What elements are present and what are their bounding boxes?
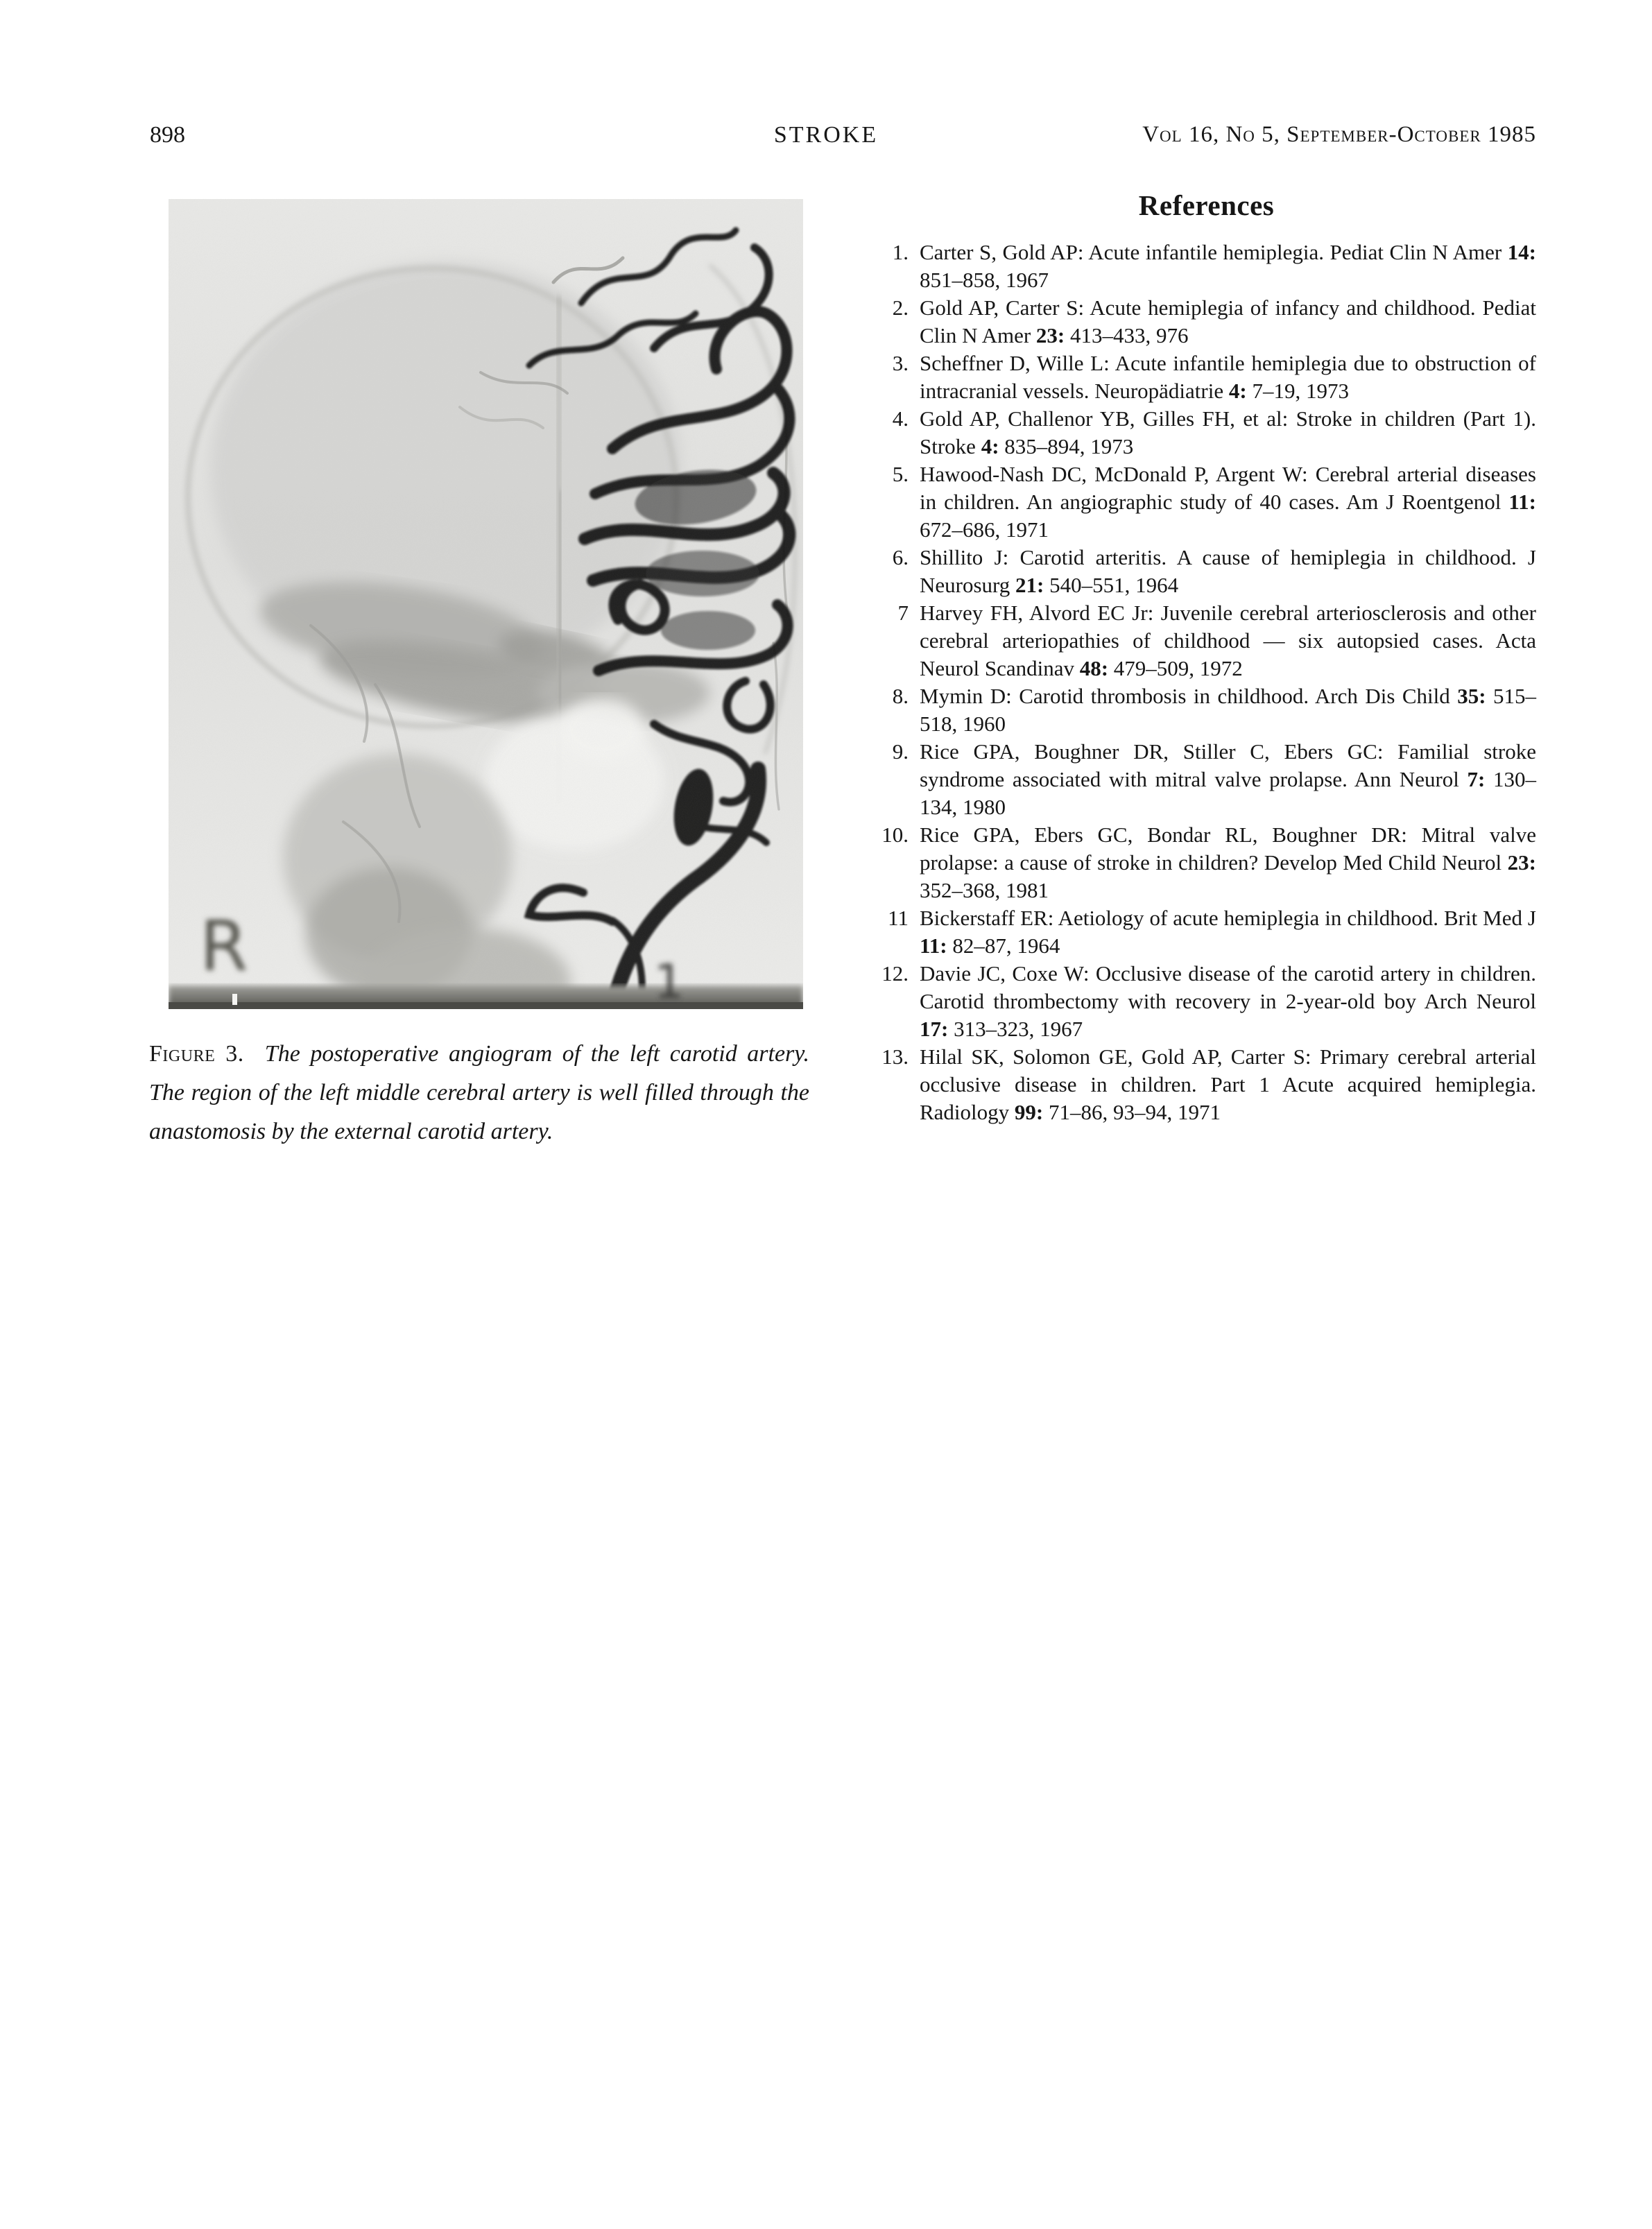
reference-text: Hilal SK, Solomon GE, Gold AP, Carter S: Primary cerebral arterial occlusive disease in children. Part 1 Acute acquired hemiplegia. Radiology 99: 71–86, 93–94, 1971 [920, 1044, 1536, 1124]
reference-item [877, 599, 1536, 682]
reference-text: Hawood-Nash DC, McDonald P, Argent W: Cerebral arterial diseases in children. An angiographic study of 40 cases. Am J Roentgenol 11: 672–686, 1971 [920, 462, 1536, 542]
reference-item [877, 239, 1536, 294]
reference-item [877, 350, 1536, 405]
reference-text: Scheffner D, Wille L: Acute infantile hemiplegia due to obstruction of intracranial vessels. Neuropädiatrie 4: 7–19, 1973 [920, 351, 1536, 403]
figure-caption-text: The postoperative angiogram of the left carotid artery. The region of the left middle cerebral artery is well filled through the anastomosis by the external carotid artery. [149, 1041, 809, 1144]
reference-volume: 11: [920, 933, 947, 958]
figure-3 [169, 199, 803, 1009]
reference-text: Bickerstaff ER: Aetiology of acute hemiplegia in childhood. Brit Med J 11: 82–87, 1964 [920, 906, 1536, 958]
reference-item [877, 405, 1536, 461]
reference-volume: 7: [1467, 767, 1486, 791]
figure-caption [149, 1035, 809, 1151]
reference-text: Rice GPA, Boughner DR, Stiller C, Ebers GC: Familial stroke syndrome associated with mitral valve prolapse. Ann Neurol 7: 130–134, 1980 [920, 739, 1536, 819]
reference-volume: 21: [1015, 573, 1044, 597]
reference-text: Davie JC, Coxe W: Occlusive disease of the carotid artery in children. Carotid thrombectomy with recovery in 2-year-old boy Arch Neurol 17: 313–323, 1967 [920, 961, 1536, 1041]
reference-volume: 35: [1457, 684, 1486, 708]
film-grain [169, 199, 803, 1009]
film-edge-tick [232, 994, 237, 1005]
reference-volume: 48: [1079, 656, 1109, 680]
carotid-angiogram-xray [169, 199, 803, 1009]
references-section [877, 189, 1536, 1126]
references-heading: References [1138, 189, 1275, 221]
references-list [877, 239, 1536, 1126]
reference-volume: 23: [1035, 323, 1065, 347]
reference-item [877, 1043, 1536, 1126]
reference-item [877, 904, 1536, 960]
reference-number: 1. [892, 240, 909, 264]
reference-number: 5. [892, 462, 909, 486]
sequence-marker: 1 [654, 955, 685, 1009]
reference-volume: 23: [1507, 850, 1536, 875]
reference-number: 6. [892, 545, 909, 569]
reference-number: 7 [897, 601, 909, 625]
film-edge-dark [169, 1002, 803, 1009]
running-head [0, 122, 1652, 153]
reference-volume: 4: [1228, 379, 1247, 403]
reference-item [877, 960, 1536, 1043]
right-side-marker: R [200, 906, 248, 987]
reference-text: Gold AP, Challenor YB, Gilles FH, et al: Stroke in children (Part 1). Stroke 4: 835–894, 1973 [920, 406, 1536, 458]
reference-text: Harvey FH, Alvord EC Jr: Juvenile cerebral arteriosclerosis and other cerebral arteriopathies of childhood — six autopsied cases. Acta Neurol Scandinav 48: 479–509, 1972 [920, 601, 1536, 680]
issue-info: Vol 16, No 5, September-October 1985 [1142, 122, 1536, 147]
journal-title: STROKE [773, 122, 879, 148]
reference-volume: 4: [981, 434, 999, 458]
reference-volume: 99: [1014, 1100, 1044, 1124]
reference-number: 11 [888, 906, 909, 930]
reference-item [877, 682, 1536, 738]
reference-number: 2. [892, 295, 909, 320]
reference-volume: 11: [1508, 490, 1536, 514]
figure-caption-label: Figure 3. [149, 1041, 244, 1067]
reference-text: Carter S, Gold AP: Acute infantile hemiplegia. Pediat Clin N Amer 14: 851–858, 1967 [920, 240, 1536, 292]
reference-item [877, 544, 1536, 599]
page-number: 898 [150, 122, 185, 148]
reference-item [877, 821, 1536, 904]
reference-text: Gold AP, Carter S: Acute hemiplegia of infancy and childhood. Pediat Clin N Amer 23: 413–433, 976 [920, 295, 1536, 347]
reference-number: 10. [881, 823, 909, 847]
reference-number: 4. [892, 406, 909, 431]
reference-text: Shillito J: Carotid arteritis. A cause of hemiplegia in childhood. J Neurosurg 21: 540–551, 1964 [920, 545, 1536, 597]
reference-volume: 14: [1507, 240, 1536, 264]
reference-text: Mymin D: Carotid thrombosis in childhood. Arch Dis Child 35: 515–518, 1960 [920, 684, 1536, 736]
reference-item [877, 738, 1536, 821]
reference-number: 8. [892, 684, 909, 708]
reference-text: Rice GPA, Ebers GC, Bondar RL, Boughner DR: Mitral valve prolapse: a cause of stroke in children? Develop Med Child Neurol 23: 352–368, 1981 [920, 823, 1536, 902]
reference-volume: 17: [920, 1017, 949, 1041]
reference-item [877, 294, 1536, 350]
reference-item [877, 461, 1536, 544]
reference-number: 9. [892, 739, 909, 764]
reference-number: 3. [892, 351, 909, 375]
reference-number: 12. [881, 961, 909, 986]
reference-number: 13. [881, 1044, 909, 1069]
